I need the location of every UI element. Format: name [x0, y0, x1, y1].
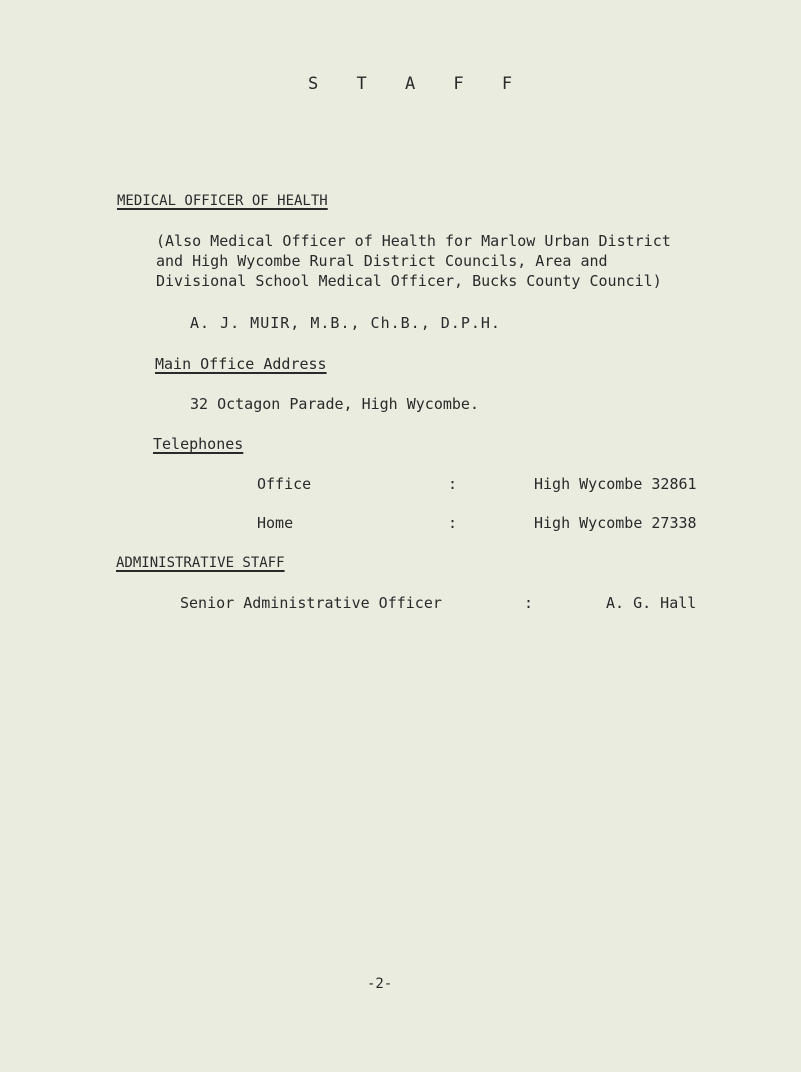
medical-officer-heading: MEDICAL OFFICER OF HEALTH: [117, 193, 328, 209]
description-line: and High Wycombe Rural District Councils, Area and: [156, 252, 608, 270]
main-office-address: 32 Octagon Parade, High Wycombe.: [190, 395, 479, 413]
telephone-office-number: High Wycombe 32861: [534, 475, 697, 493]
telephones-heading: Telephones: [153, 435, 244, 453]
senior-admin-officer-name: A. G. Hall: [606, 594, 697, 612]
senior-admin-officer-separator: :: [524, 594, 534, 612]
description-line: (Also Medical Officer of Health for Marlow Urban District: [156, 232, 671, 250]
telephone-home-number: High Wycombe 27338: [534, 514, 697, 532]
page-number: -2-: [367, 976, 393, 992]
medical-officer-description: [156, 231, 671, 291]
page-title: S T A F F: [308, 74, 527, 94]
senior-admin-officer-label: Senior Administrative Officer: [180, 594, 442, 612]
telephone-home-separator: :: [448, 514, 458, 532]
medical-officer-name: A. J. MUIR, M.B., Ch.B., D.P.H.: [190, 314, 501, 332]
administrative-staff-heading: ADMINISTRATIVE STAFF: [116, 555, 285, 571]
telephone-home-label: Home: [257, 514, 294, 532]
telephone-office-separator: :: [448, 475, 458, 493]
description-line: Divisional School Medical Officer, Bucks County Council): [156, 272, 662, 290]
telephone-office-label: Office: [257, 475, 312, 493]
main-office-heading: Main Office Address: [155, 355, 327, 373]
